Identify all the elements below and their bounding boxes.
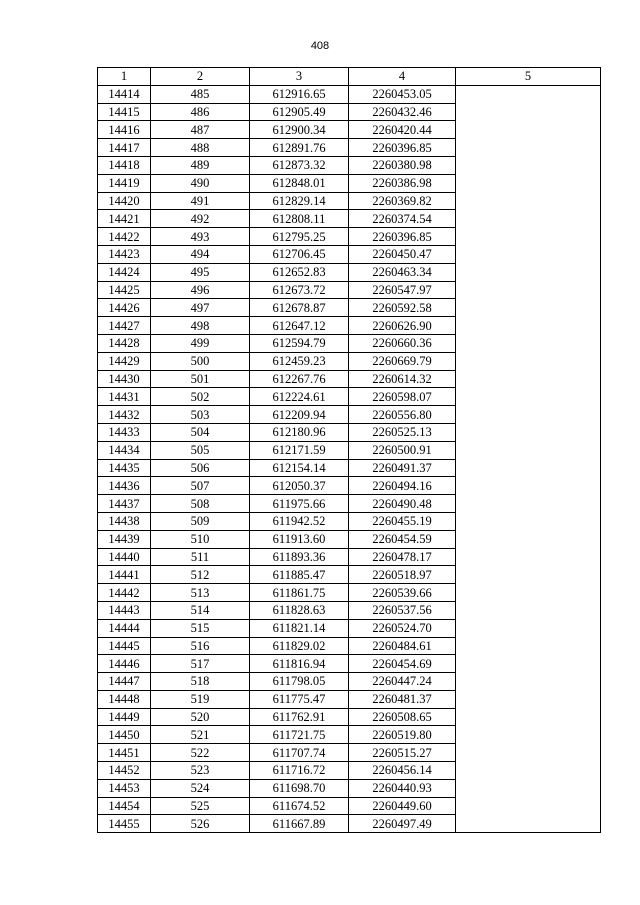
table-cell-col-4: 2260453.05 bbox=[349, 85, 456, 103]
table-cell-col-4: 2260556.80 bbox=[349, 406, 456, 424]
table-cell-col-5 bbox=[456, 85, 601, 832]
table-cell-col-3: 612652.83 bbox=[250, 263, 349, 281]
table-cell-col-3: 612848.01 bbox=[250, 174, 349, 192]
table-cell-col-2: 492 bbox=[151, 210, 250, 228]
table-cell-col-3: 612795.25 bbox=[250, 228, 349, 246]
table-cell-col-4: 2260508.65 bbox=[349, 708, 456, 726]
table-cell-col-2: 503 bbox=[151, 406, 250, 424]
table-cell-col-2: 513 bbox=[151, 584, 250, 602]
table-cell-col-1: 14441 bbox=[98, 566, 151, 584]
table-cell-col-1: 14439 bbox=[98, 530, 151, 548]
table-cell-col-2: 509 bbox=[151, 512, 250, 530]
table-cell-col-4: 2260525.13 bbox=[349, 423, 456, 441]
table-cell-col-2: 495 bbox=[151, 263, 250, 281]
table-cell-col-2: 526 bbox=[151, 815, 250, 833]
table-cell-col-4: 2260456.14 bbox=[349, 762, 456, 780]
table-cell-col-3: 612171.59 bbox=[250, 441, 349, 459]
table-cell-col-3: 612678.87 bbox=[250, 299, 349, 317]
table-cell-col-4: 2260484.61 bbox=[349, 637, 456, 655]
table-cell-col-4: 2260518.97 bbox=[349, 566, 456, 584]
table-cell-col-4: 2260660.36 bbox=[349, 334, 456, 352]
table-cell-col-1: 14430 bbox=[98, 370, 151, 388]
table-cell-col-1: 14435 bbox=[98, 459, 151, 477]
table-cell-col-4: 2260537.56 bbox=[349, 601, 456, 619]
table-cell-col-4: 2260463.34 bbox=[349, 263, 456, 281]
table-cell-col-1: 14429 bbox=[98, 352, 151, 370]
table-cell-col-2: 523 bbox=[151, 762, 250, 780]
table-cell-col-1: 14414 bbox=[98, 85, 151, 103]
table-cell-col-2: 522 bbox=[151, 744, 250, 762]
table-cell-col-1: 14425 bbox=[98, 281, 151, 299]
table-cell-col-1: 14420 bbox=[98, 192, 151, 210]
table-cell-col-3: 611775.47 bbox=[250, 690, 349, 708]
table-cell-col-2: 493 bbox=[151, 228, 250, 246]
table-cell-col-4: 2260500.91 bbox=[349, 441, 456, 459]
table-cell-col-2: 502 bbox=[151, 388, 250, 406]
table-cell-col-3: 612905.49 bbox=[250, 103, 349, 121]
table-cell-col-3: 612706.45 bbox=[250, 245, 349, 263]
table-cell-col-3: 612050.37 bbox=[250, 477, 349, 495]
table-cell-col-4: 2260454.69 bbox=[349, 655, 456, 673]
table-cell-col-1: 14424 bbox=[98, 263, 151, 281]
table-cell-col-1: 14444 bbox=[98, 619, 151, 637]
table-cell-col-4: 2260494.16 bbox=[349, 477, 456, 495]
header-col-2: 2 bbox=[151, 68, 250, 86]
table-cell-col-4: 2260386.98 bbox=[349, 174, 456, 192]
table-cell-col-4: 2260497.49 bbox=[349, 815, 456, 833]
table-cell-col-2: 500 bbox=[151, 352, 250, 370]
table-cell-col-2: 494 bbox=[151, 245, 250, 263]
table-cell-col-2: 485 bbox=[151, 85, 250, 103]
table-cell-col-1: 14419 bbox=[98, 174, 151, 192]
table-cell-col-4: 2260491.37 bbox=[349, 459, 456, 477]
table-cell-col-2: 507 bbox=[151, 477, 250, 495]
table-cell-col-3: 612873.32 bbox=[250, 156, 349, 174]
table-cell-col-3: 611698.70 bbox=[250, 779, 349, 797]
table-cell-col-1: 14426 bbox=[98, 299, 151, 317]
table-cell-col-1: 14440 bbox=[98, 548, 151, 566]
table-cell-col-1: 14432 bbox=[98, 406, 151, 424]
table-cell-col-2: 510 bbox=[151, 530, 250, 548]
table-cell-col-1: 14427 bbox=[98, 317, 151, 335]
table-cell-col-4: 2260455.19 bbox=[349, 512, 456, 530]
table-cell-col-2: 498 bbox=[151, 317, 250, 335]
table-cell-col-4: 2260515.27 bbox=[349, 744, 456, 762]
table-cell-col-3: 612224.61 bbox=[250, 388, 349, 406]
table-cell-col-1: 14451 bbox=[98, 744, 151, 762]
table-cell-col-4: 2260432.46 bbox=[349, 103, 456, 121]
table-cell-col-3: 611975.66 bbox=[250, 495, 349, 513]
table-cell-col-2: 505 bbox=[151, 441, 250, 459]
table-cell-col-3: 611893.36 bbox=[250, 548, 349, 566]
table-cell-col-1: 14417 bbox=[98, 139, 151, 157]
table-cell-col-4: 2260614.32 bbox=[349, 370, 456, 388]
table-cell-col-2: 517 bbox=[151, 655, 250, 673]
table-cell-col-2: 501 bbox=[151, 370, 250, 388]
table-cell-col-3: 612647.12 bbox=[250, 317, 349, 335]
table-cell-col-4: 2260449.60 bbox=[349, 797, 456, 815]
table-cell-col-3: 612808.11 bbox=[250, 210, 349, 228]
table-cell-col-2: 514 bbox=[151, 601, 250, 619]
table-cell-col-2: 488 bbox=[151, 139, 250, 157]
table-cell-col-2: 508 bbox=[151, 495, 250, 513]
table-cell-col-3: 611798.05 bbox=[250, 673, 349, 691]
table-cell-col-2: 491 bbox=[151, 192, 250, 210]
table-cell-col-1: 14442 bbox=[98, 584, 151, 602]
table-cell-col-3: 611707.74 bbox=[250, 744, 349, 762]
table-cell-col-1: 14436 bbox=[98, 477, 151, 495]
table-cell-col-2: 490 bbox=[151, 174, 250, 192]
table-cell-col-1: 14433 bbox=[98, 423, 151, 441]
table-cell-col-4: 2260380.98 bbox=[349, 156, 456, 174]
table-cell-col-1: 14416 bbox=[98, 121, 151, 139]
table-cell-col-3: 612900.34 bbox=[250, 121, 349, 139]
table-cell-col-2: 504 bbox=[151, 423, 250, 441]
table-cell-col-3: 612829.14 bbox=[250, 192, 349, 210]
table-cell-col-4: 2260369.82 bbox=[349, 192, 456, 210]
table-cell-col-1: 14421 bbox=[98, 210, 151, 228]
table-cell-col-2: 496 bbox=[151, 281, 250, 299]
header-col-4: 4 bbox=[349, 68, 456, 86]
table-cell-col-3: 611885.47 bbox=[250, 566, 349, 584]
table-cell-col-4: 2260592.58 bbox=[349, 299, 456, 317]
table-cell-col-4: 2260374.54 bbox=[349, 210, 456, 228]
table-cell-col-3: 611674.52 bbox=[250, 797, 349, 815]
table-cell-col-4: 2260519.80 bbox=[349, 726, 456, 744]
table-cell-col-3: 611716.72 bbox=[250, 762, 349, 780]
table-cell-col-1: 14428 bbox=[98, 334, 151, 352]
coordinates-table bbox=[97, 67, 601, 833]
table-cell-col-3: 612916.65 bbox=[250, 85, 349, 103]
table-cell-col-3: 611667.89 bbox=[250, 815, 349, 833]
table-cell-col-1: 14450 bbox=[98, 726, 151, 744]
table-cell-col-3: 611829.02 bbox=[250, 637, 349, 655]
table-cell-col-2: 512 bbox=[151, 566, 250, 584]
table-cell-col-3: 612459.23 bbox=[250, 352, 349, 370]
table-cell-col-4: 2260454.59 bbox=[349, 530, 456, 548]
table-cell-col-2: 524 bbox=[151, 779, 250, 797]
table-cell-col-4: 2260450.47 bbox=[349, 245, 456, 263]
table-cell-col-3: 612209.94 bbox=[250, 406, 349, 424]
table-cell-col-4: 2260598.07 bbox=[349, 388, 456, 406]
table-cell-col-3: 612594.79 bbox=[250, 334, 349, 352]
page-number: 408 bbox=[310, 40, 330, 52]
table-cell-col-4: 2260447.24 bbox=[349, 673, 456, 691]
table-cell-col-3: 612154.14 bbox=[250, 459, 349, 477]
table-cell-col-2: 499 bbox=[151, 334, 250, 352]
table-cell-col-3: 611816.94 bbox=[250, 655, 349, 673]
table-cell-col-2: 489 bbox=[151, 156, 250, 174]
table-cell-col-1: 14454 bbox=[98, 797, 151, 815]
table-cell-col-1: 14443 bbox=[98, 601, 151, 619]
table-cell-col-2: 497 bbox=[151, 299, 250, 317]
table-cell-col-4: 2260490.48 bbox=[349, 495, 456, 513]
table-cell-col-4: 2260547.97 bbox=[349, 281, 456, 299]
table-cell-col-3: 611721.75 bbox=[250, 726, 349, 744]
table-cell-col-1: 14437 bbox=[98, 495, 151, 513]
table-cell-col-1: 14431 bbox=[98, 388, 151, 406]
table-cell-col-3: 611861.75 bbox=[250, 584, 349, 602]
table-cell-col-1: 14453 bbox=[98, 779, 151, 797]
table-cell-col-2: 487 bbox=[151, 121, 250, 139]
table-cell-col-2: 515 bbox=[151, 619, 250, 637]
table-cell-col-4: 2260626.90 bbox=[349, 317, 456, 335]
table-cell-col-1: 14455 bbox=[98, 815, 151, 833]
table-header-row bbox=[98, 68, 601, 86]
table-cell-col-2: 519 bbox=[151, 690, 250, 708]
table-cell-col-1: 14422 bbox=[98, 228, 151, 246]
header-col-5: 5 bbox=[456, 68, 601, 86]
table-cell-col-2: 525 bbox=[151, 797, 250, 815]
table-cell-col-3: 612891.76 bbox=[250, 139, 349, 157]
table-cell-col-2: 486 bbox=[151, 103, 250, 121]
table-cell-col-3: 611821.14 bbox=[250, 619, 349, 637]
table-body bbox=[98, 85, 601, 832]
table-cell-col-1: 14446 bbox=[98, 655, 151, 673]
header-col-1: 1 bbox=[98, 68, 151, 86]
table-cell-col-4: 2260396.85 bbox=[349, 228, 456, 246]
table-cell-col-3: 612267.76 bbox=[250, 370, 349, 388]
table-cell-col-1: 14423 bbox=[98, 245, 151, 263]
table-cell-col-1: 14415 bbox=[98, 103, 151, 121]
table-cell-col-3: 612180.96 bbox=[250, 423, 349, 441]
table-cell-col-4: 2260524.70 bbox=[349, 619, 456, 637]
table-cell-col-1: 14448 bbox=[98, 690, 151, 708]
table-cell-col-1: 14452 bbox=[98, 762, 151, 780]
header-col-3: 3 bbox=[250, 68, 349, 86]
table-cell-col-1: 14434 bbox=[98, 441, 151, 459]
table-cell-col-2: 518 bbox=[151, 673, 250, 691]
table-cell-col-2: 511 bbox=[151, 548, 250, 566]
table-cell-col-1: 14449 bbox=[98, 708, 151, 726]
table-cell-col-4: 2260539.66 bbox=[349, 584, 456, 602]
table-cell-col-2: 506 bbox=[151, 459, 250, 477]
table-cell-col-3: 612673.72 bbox=[250, 281, 349, 299]
table-cell-col-3: 611828.63 bbox=[250, 601, 349, 619]
table-cell-col-4: 2260481.37 bbox=[349, 690, 456, 708]
table-cell-col-2: 516 bbox=[151, 637, 250, 655]
table-cell-col-4: 2260478.17 bbox=[349, 548, 456, 566]
table-cell-col-3: 611762.91 bbox=[250, 708, 349, 726]
table-cell-col-2: 520 bbox=[151, 708, 250, 726]
table-cell-col-4: 2260440.93 bbox=[349, 779, 456, 797]
table-cell-col-4: 2260669.79 bbox=[349, 352, 456, 370]
table-cell-col-4: 2260420.44 bbox=[349, 121, 456, 139]
table-cell-col-1: 14438 bbox=[98, 512, 151, 530]
table-cell-col-2: 521 bbox=[151, 726, 250, 744]
table-cell-col-1: 14418 bbox=[98, 156, 151, 174]
table-cell-col-1: 14447 bbox=[98, 673, 151, 691]
table-cell-col-3: 611913.60 bbox=[250, 530, 349, 548]
table-row bbox=[98, 85, 601, 103]
table-cell-col-1: 14445 bbox=[98, 637, 151, 655]
table-cell-col-3: 611942.52 bbox=[250, 512, 349, 530]
table-cell-col-4: 2260396.85 bbox=[349, 139, 456, 157]
